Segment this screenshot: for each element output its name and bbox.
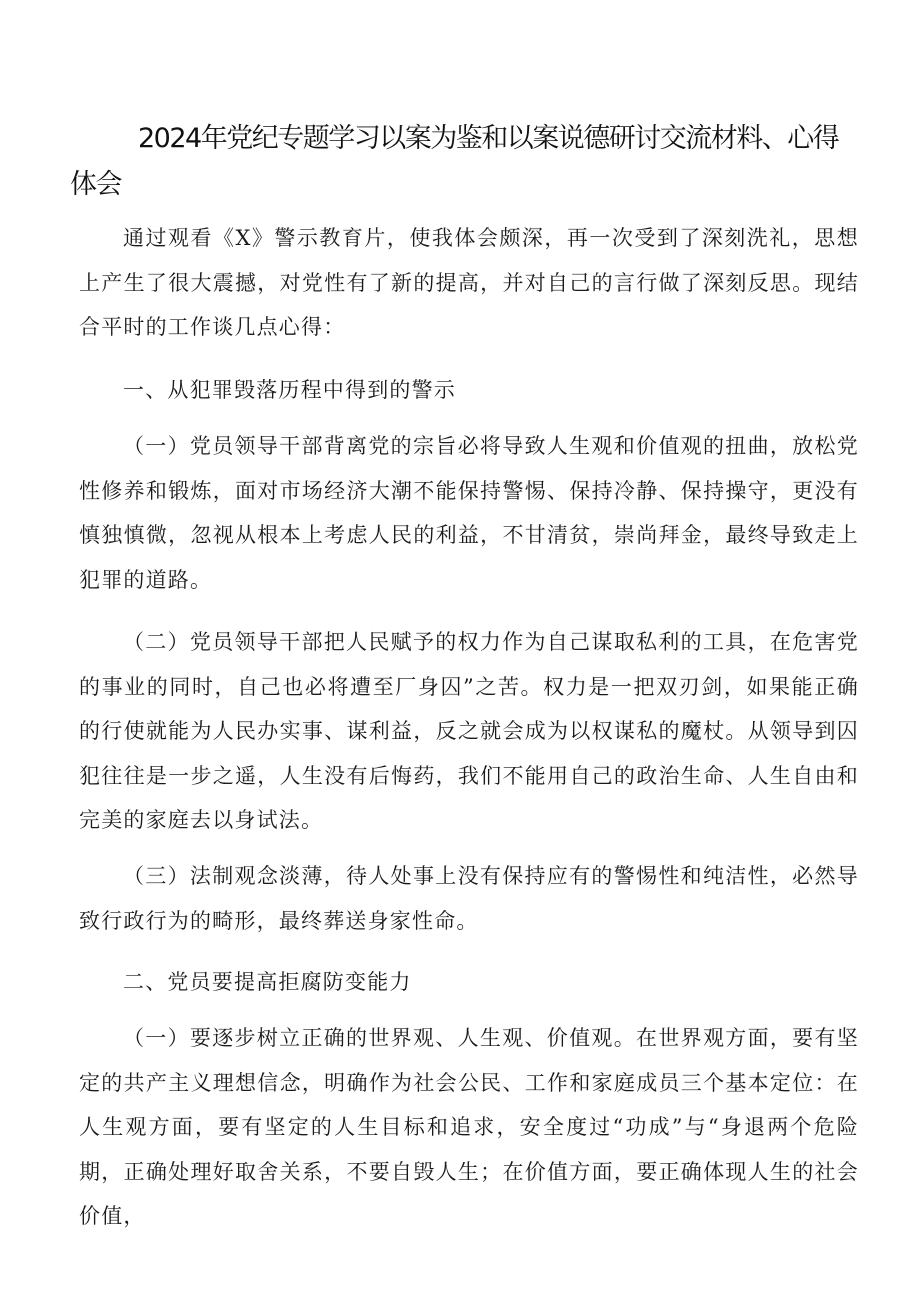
- section-1-heading: 一、从犯罪毁落历程中得到的警示: [123, 378, 456, 402]
- document-title-text: 2024年党纪专题学习以案为鉴和以案说德研讨交流材料、心得体会: [70, 123, 839, 200]
- intro-paragraph: 通过观看《X》警示教育片，使我体会颇深，再一次受到了深刻洗礼，思想上产生了很大震撼，对党性有了新的提高，并对自己的言行做了深刻反思。现结合平时的工作谈几点心得：: [79, 226, 859, 339]
- section-1-paragraph-3: （三）法制观念淡薄，待人处事上没有保持应有的警惕性和纯洁性，必然导致行政行为的畸形，最终葬送身家性命。: [79, 864, 859, 933]
- section-1-paragraph-2: （二）党员领导干部把人民赋予的权力作为自己谋取私利的工具，在危害党的事业的同时，自己也必将遭至厂身囚”之苦。权力是一把双刃剑，如果能正确的行使就能为人民办实事、谋利益，反之就会成为以权谋私的魔杖。从领导到囚犯往往是一步之遥，人生没有后悔药，我们不能用自己的政治生命、人生自由和完美的家庭去以身试法。: [79, 630, 859, 832]
- section-2-paragraph-1: （一）要逐步树立正确的世界观、人生观、价值观。在世界观方面，要有坚定的共产主义理想信念，明确作为社会公民、工作和家庭成员三个基本定位：在人生观方面，要有坚定的人生目标和追求，安全度过“功成”与“身退两个危险期，正确处理好取舍关系，不要自毁人生；在价值方面，要正确体现人生的社会价值，: [79, 1026, 859, 1228]
- section-2-heading: 二、党员要提高拒腐防变能力: [123, 970, 412, 994]
- document-title: [70, 116, 860, 208]
- section-1-paragraph-1: （一）党员领导干部背离党的宗旨必将导致人生观和价值观的扭曲，放松党性修养和锻炼，面对市场经济大潮不能保持警惕、保持冷静、保持操守，更没有慎独慎微，忽视从根本上考虑人民的利益，不甘清贫，崇尚拜金，最终导致走上犯罪的道路。: [79, 434, 859, 592]
